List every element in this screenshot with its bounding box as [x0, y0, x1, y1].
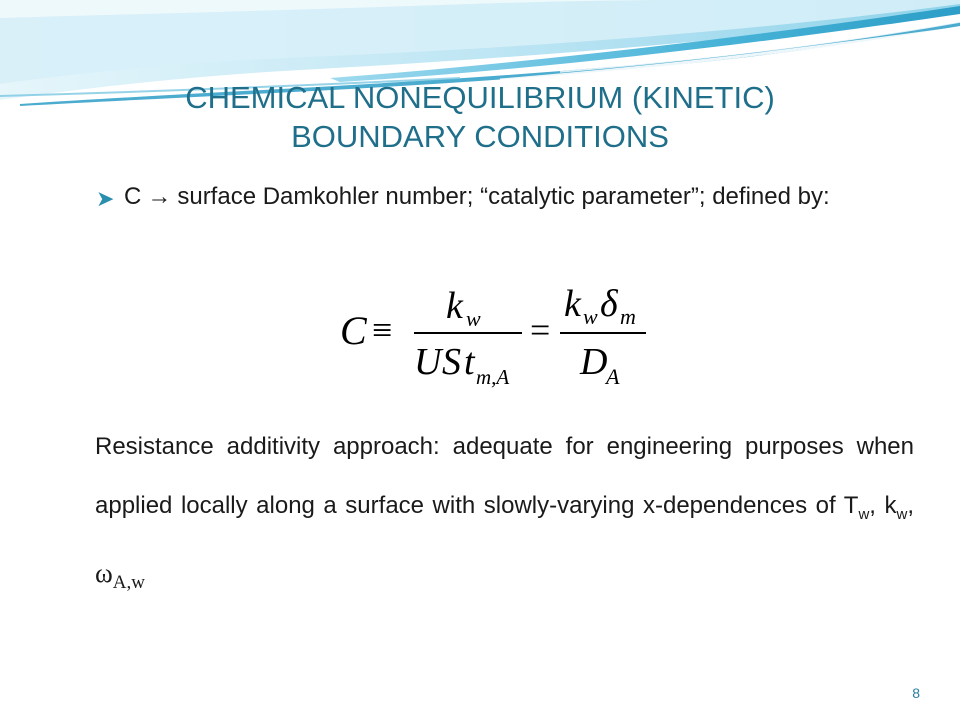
eq-a-sub: A	[606, 364, 620, 389]
eq-w-sub-2: w	[583, 304, 598, 329]
omega-symbol: ω	[95, 558, 113, 588]
bullet-arrowhead-icon: ➤	[96, 186, 115, 211]
eq-s: S	[442, 341, 461, 383]
eq-m-sub: m	[620, 304, 636, 329]
eq-u: U	[414, 341, 442, 383]
eq-equiv-sign: ≡	[372, 310, 393, 350]
eq-delta: δ	[600, 283, 618, 325]
slide-title-line-1: CHEMICAL NONEQUILIBRIUM (KINETIC)	[185, 80, 775, 115]
paragraph-sep-2: ,	[907, 492, 914, 519]
eq-t: t	[464, 341, 475, 383]
bullet-text	[124, 180, 914, 214]
eq-w-sub-1: w	[466, 306, 481, 331]
omega-subscript: A,w	[112, 572, 145, 593]
eq-lhs-c: C	[340, 308, 367, 353]
paragraph-text: Resistance additivity approach: adequate for engineering purposes when applied locally along a surface with slowly-varying x-dependences of T	[95, 433, 914, 519]
paragraph-sub-w-1: w	[858, 506, 870, 523]
bullet-symbol: C	[124, 183, 142, 210]
eq-ma-sub: m,A	[476, 365, 510, 389]
slide-title	[60, 78, 900, 156]
page-number: 8	[912, 685, 920, 701]
right-arrow-icon: →	[147, 183, 172, 210]
eq-k-numerator-2: k	[564, 283, 581, 325]
catalytic-parameter-equation	[340, 270, 660, 400]
eq-equals-sign: =	[530, 310, 551, 350]
slide-title-line-2: BOUNDARY CONDITIONS	[291, 119, 669, 154]
resistance-additivity-paragraph	[95, 417, 914, 612]
bullet-description: surface Damkohler number; “catalytic parameter”; defined by:	[177, 183, 830, 210]
eq-k-numerator-1: k	[446, 285, 463, 327]
paragraph-sep-1: , k	[869, 492, 897, 519]
eq-d: D	[580, 341, 608, 383]
paragraph-sub-w-2: w	[896, 506, 908, 523]
